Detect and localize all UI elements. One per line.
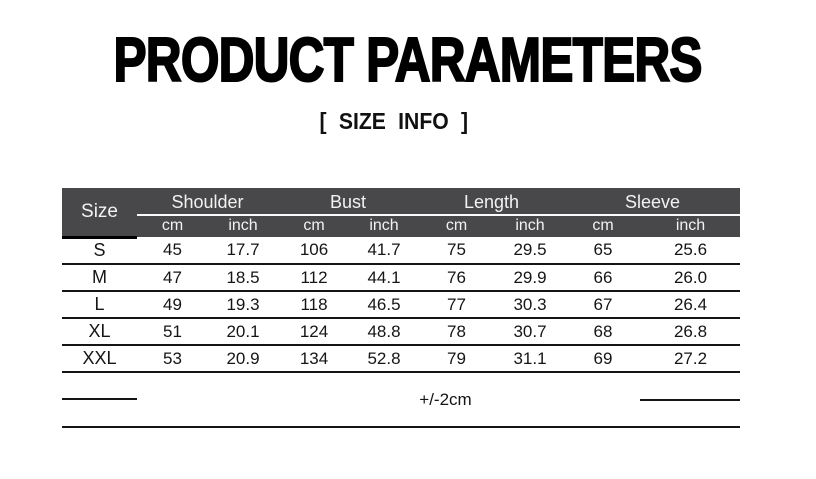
title-block — [0, 26, 816, 95]
measurement-value: 68 — [565, 318, 641, 345]
size-label: L — [62, 291, 137, 318]
measurement-value: 17.7 — [208, 237, 278, 264]
measurement-value: 29.9 — [495, 264, 565, 291]
measurement-value: 124 — [278, 318, 350, 345]
measurement-value: 46.5 — [350, 291, 418, 318]
measurement-value: 52.8 — [350, 345, 418, 372]
measurement-value: 30.7 — [495, 318, 565, 345]
table-row-xl — [62, 318, 740, 345]
header-unit-row — [62, 215, 740, 237]
measurement-value: 26.0 — [641, 264, 740, 291]
tolerance-left-rule — [62, 372, 137, 399]
unit-header-inch: inch — [495, 215, 565, 237]
unit-header-cm: cm — [137, 215, 208, 237]
measurement-value: 67 — [565, 291, 641, 318]
measurement-value: 118 — [278, 291, 350, 318]
tolerance-bottom-rule-left — [62, 399, 137, 427]
measurement-value: 20.9 — [208, 345, 278, 372]
tolerance-row — [62, 372, 740, 399]
measurement-value: 29.5 — [495, 237, 565, 264]
tolerance-note: +/-2cm — [137, 372, 740, 427]
unit-header-inch: inch — [208, 215, 278, 237]
column-group-bust: Bust — [278, 188, 418, 215]
measurement-value: 45 — [137, 237, 208, 264]
table-row-xxl — [62, 345, 740, 372]
measurement-value: 106 — [278, 237, 350, 264]
measurement-value: 77 — [418, 291, 495, 318]
measurement-value: 44.1 — [350, 264, 418, 291]
column-group-shoulder: Shoulder — [137, 188, 278, 215]
tolerance-right-rule — [640, 399, 740, 401]
size-label: XXL — [62, 345, 137, 372]
size-label: S — [62, 237, 137, 264]
unit-header-inch: inch — [350, 215, 418, 237]
size-column-header: Size — [62, 188, 137, 237]
measurement-value: 47 — [137, 264, 208, 291]
table-row-m — [62, 264, 740, 291]
unit-header-inch: inch — [641, 215, 740, 237]
measurement-value: 31.1 — [495, 345, 565, 372]
measurement-value: 41.7 — [350, 237, 418, 264]
measurement-value: 66 — [565, 264, 641, 291]
unit-header-cm: cm — [278, 215, 350, 237]
measurement-value: 112 — [278, 264, 350, 291]
table-header — [62, 188, 740, 237]
measurement-value: 20.1 — [208, 318, 278, 345]
page-subtitle: [ SIZE INFO ] — [319, 108, 469, 134]
column-group-length: Length — [418, 188, 565, 215]
measurement-value: 65 — [565, 237, 641, 264]
measurement-value: 26.4 — [641, 291, 740, 318]
table-footer — [62, 372, 740, 427]
measurement-value: 79 — [418, 345, 495, 372]
size-chart — [62, 188, 740, 428]
table-body — [62, 237, 740, 372]
measurement-value: 19.3 — [208, 291, 278, 318]
measurement-value: 69 — [565, 345, 641, 372]
measurement-value: 27.2 — [641, 345, 740, 372]
table-row-l — [62, 291, 740, 318]
size-label: M — [62, 264, 137, 291]
measurement-value: 18.5 — [208, 264, 278, 291]
measurement-value: 53 — [137, 345, 208, 372]
measurement-value: 49 — [137, 291, 208, 318]
size-label: XL — [62, 318, 137, 345]
header-group-row — [62, 188, 740, 215]
measurement-value: 25.6 — [641, 237, 740, 264]
measurement-value: 78 — [418, 318, 495, 345]
measurement-value: 134 — [278, 345, 350, 372]
measurement-value: 30.3 — [495, 291, 565, 318]
size-chart-table — [62, 188, 740, 428]
unit-header-cm: cm — [565, 215, 641, 237]
measurement-value: 26.8 — [641, 318, 740, 345]
measurement-value: 48.8 — [350, 318, 418, 345]
unit-header-cm: cm — [418, 215, 495, 237]
table-row-s — [62, 237, 740, 264]
column-group-sleeve: Sleeve — [565, 188, 740, 215]
measurement-value: 75 — [418, 237, 495, 264]
subtitle-block — [0, 110, 816, 134]
page-title: PRODUCT PARAMETERS — [113, 26, 703, 95]
measurement-value: 76 — [418, 264, 495, 291]
measurement-value: 51 — [137, 318, 208, 345]
